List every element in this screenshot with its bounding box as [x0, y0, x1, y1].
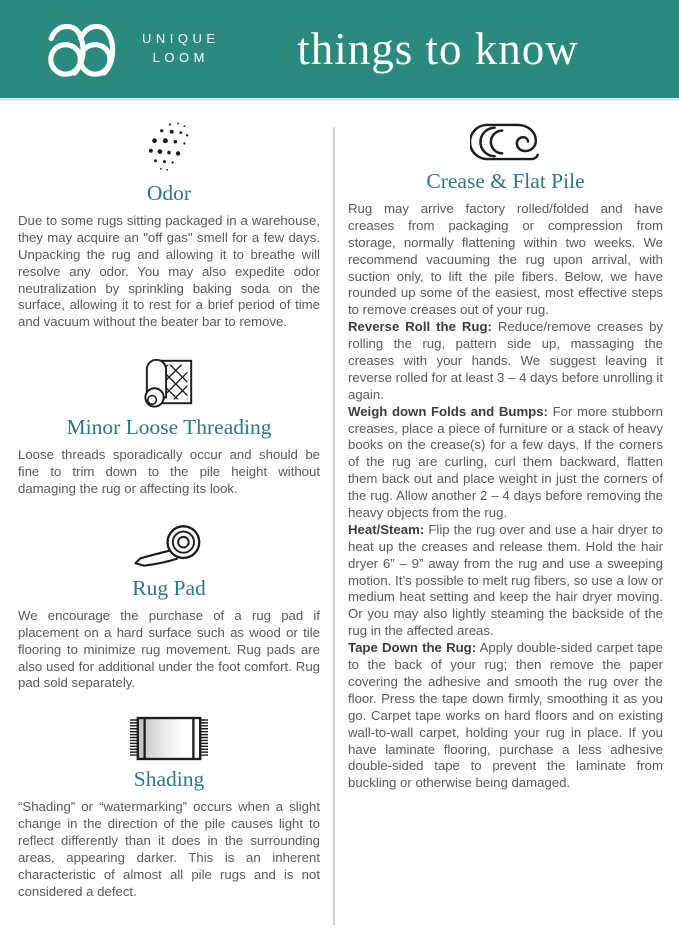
content-columns	[0, 101, 679, 939]
column-divider	[333, 127, 335, 925]
tip-label: Heat/Steam:	[348, 521, 425, 537]
shaded-rug-icon	[130, 716, 208, 761]
section-shading	[18, 716, 320, 900]
section-body: Loose threads sporadically occur and should be fine to trim down to the pile height without damaging the rug or affecting its look.	[18, 447, 320, 497]
tip-label: Weigh down Folds and Bumps:	[348, 403, 548, 419]
tip-text: For more stubborn creases, place a piece of furniture or a stack of heavy books on the crease(s) for a few days. If the corners of the rug are curling, curl them backward, flatten them back out and place weight in just the corners of the rug. Allow another 2 – 4 days before removing the heavy objects from the rug.	[348, 403, 663, 521]
tip-text: Apply double-sided carpet tape to the back of your rug; then remove the paper covering the adhesive and smooth the rug over the floor. Press the tape down firmly, smoothing it as you go. Carpet tape works on hard floors and on existing wall-to-wall carpet, holding your rug in place. If you have laminate flooring, purchase a less adhesive double-sided tape to prevent the laminate from buckling or otherwise being damaged.	[348, 640, 663, 791]
section-title: Minor Loose Threading	[66, 415, 272, 440]
section-body: Rug may arrive factory rolled/folded and have creases from packaging or compression from storage, normally flattening within two weeks. We recommend vacuuming the rug upon arrival, with suction only, to lift the pile fibers. Below, we have rounded up some of the easiest, most effective steps to remove creases out of your rug.	[348, 201, 663, 318]
brand-name-line2: LOOM	[152, 50, 209, 65]
rug-pad-roll-icon	[132, 522, 206, 570]
right-column	[348, 121, 663, 925]
section-body: Due to some rugs sitting packaged in a warehouse, they may acquire an "off gas" smell for a few days. Unpacking the rug and allowing it to breathe will resolve any odor. You may also expedite odor neutralization by sprinkling baking soda on the surface, allowing it to rest for a brief period of time and vacuum without the beater bar to remove.	[18, 213, 320, 330]
tip-text: Reduce/remove creases by rolling the rug, pattern side up, massaging the creases with your hands. We suggest leaving it reverse rolled for at least 3 – 4 days before unrolling it again.	[348, 319, 663, 402]
left-column	[18, 121, 320, 925]
brand-name	[142, 30, 220, 68]
tip-text: Flip the rug over and use a hair dryer to heat up the creases and release them. Hold the hair dryer 6” – 9” away from the rug and use a sweeping motion. It’s possible to melt rug fibers, so use a low or medium heat setting and keep the hair dryer moving. Or you may also lightly steaming the backside of the rug in the affected areas.	[348, 521, 664, 639]
odor-dots-icon	[140, 121, 198, 175]
tip-reverse-roll	[348, 319, 663, 403]
rolled-rug-spiral-icon	[470, 121, 542, 163]
brand-name-line1: UNIQUE	[142, 31, 220, 47]
rolled-rug-weave-icon	[139, 355, 199, 409]
tip-weigh-down	[348, 404, 663, 522]
tip-label: Tape Down the Rug:	[348, 640, 477, 656]
section-title: Shading	[133, 767, 205, 792]
tip-label: Reverse Roll the Rug:	[348, 319, 492, 335]
section-body: We encourage the purchase of a rug pad if placement on a hard surface such as wood or tile flooring to minimize rug movement. Rug pads are also used for additional under the foot comfort. Rug pad sold separately.	[18, 607, 320, 691]
tip-heat-steam	[348, 522, 663, 640]
page-title: things to know	[297, 24, 579, 74]
tip-tape-down	[348, 640, 663, 792]
section-crease-flat-pile	[348, 121, 663, 792]
brand-logo	[40, 17, 235, 81]
header-banner	[0, 0, 679, 101]
section-rug-pad	[18, 522, 320, 692]
section-title: Crease & Flat Pile	[426, 169, 585, 193]
section-title: Rug Pad	[132, 575, 206, 600]
section-body: “Shading” or “watermarking” occurs when a slight change in the direction of the pile causes light to reflect differently than it does in the surrounding areas, appearing darker. This is an inherent characteristic of almost all pile rugs and is not considered a defect.	[18, 799, 320, 899]
section-odor	[18, 121, 320, 331]
section-title: Odor	[146, 181, 192, 205]
unique-loom-logo-icon	[40, 17, 128, 81]
section-minor-loose-threading	[18, 355, 320, 498]
